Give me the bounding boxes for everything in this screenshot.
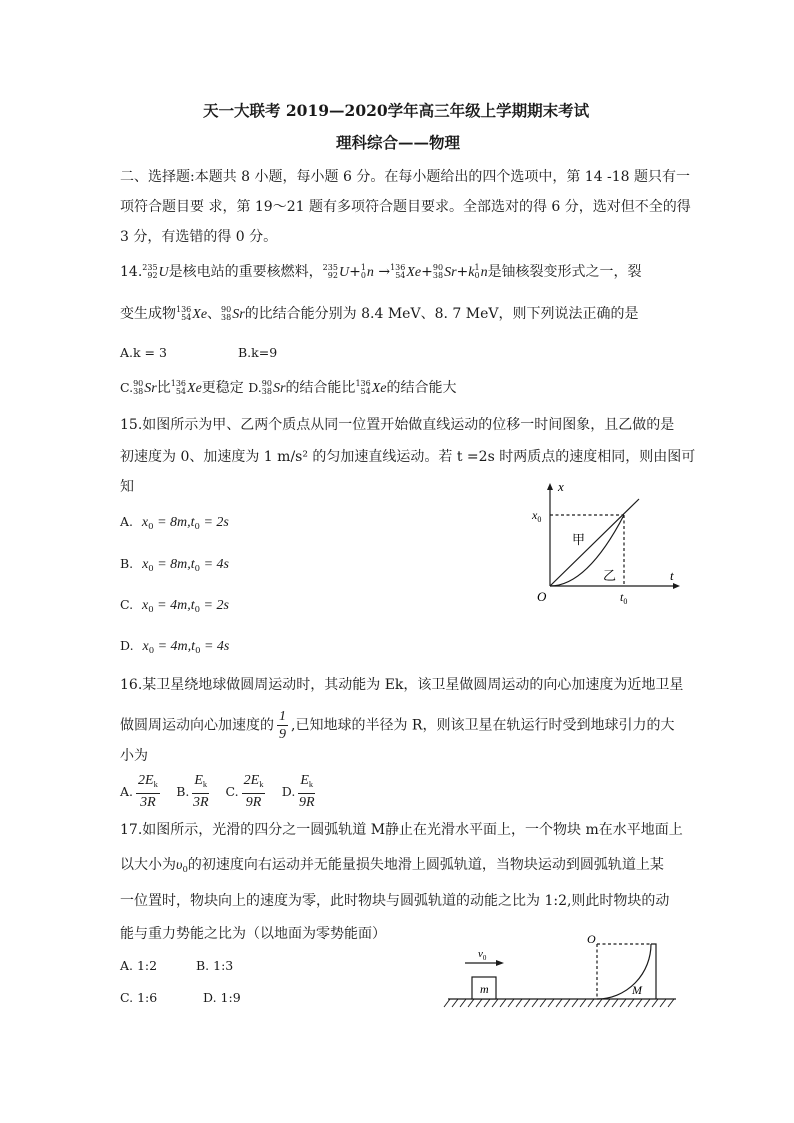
- nuclide-neutron-k: 1 0: [474, 263, 480, 280]
- q14-options-cd: [120, 378, 456, 399]
- track-label: M: [632, 983, 642, 997]
- q14-line2: 变生成物 136 54 Xe、 90 38 Sr的比结合能分别为 8.4 MeV、8. 7 MeV，则下列说法正确的是: [120, 305, 639, 322]
- q14-option-a: A.k = 3: [120, 345, 167, 360]
- q16-option-d: D. $\frac{E_k}{9R}$: [281, 773, 315, 810]
- q14-option-d: D. 90 38 Sr的结合能比 136 54 Xe的结合能大: [248, 379, 457, 396]
- center-label: O: [587, 932, 596, 946]
- nuclide-sr90: 90 38: [432, 263, 444, 280]
- q17-line4: 能与重力势能之比为（以地面为零势能面）: [120, 926, 386, 942]
- nuclide-u235-eq: 235 92: [322, 263, 338, 280]
- exam-subtitle: 理科综合——物理: [336, 133, 461, 152]
- nuclide-neutron: 1 0: [360, 263, 366, 280]
- q15-option-b: B. $x_0 = 8m,t_0 = 4s$: [120, 556, 229, 574]
- q17-option-c: C. 1:6: [120, 990, 158, 1005]
- nuclide-u235: 235 92: [142, 263, 158, 280]
- q14-option-b: B.k=9: [238, 345, 278, 360]
- q16-option-c: C. $\frac{2E_k}{9R}$: [225, 773, 264, 810]
- velocity-arrow-head-icon: [496, 960, 504, 966]
- section-instructions-line3: 3 分，有选错的得 0 分。: [120, 229, 278, 245]
- q15-xt-graph: [515, 478, 685, 610]
- origin-label: O: [537, 589, 547, 604]
- q17-line2: 以大小为$\upsilon_0$的初速度向右运动并无能量损失地滑上圆弧轨道，当物块运动到圆弧轨道上某: [120, 857, 664, 875]
- q15-line2: 初速度为 0、加速度为 1 m/s² 的匀加速直线运动。若 t =2s 时两质点的速度相同，则由图可: [120, 449, 696, 465]
- arc-track-body: [651, 944, 656, 999]
- q14-option-c: C. 90 38 Sr比 136 54 Xe更稳定: [120, 379, 244, 396]
- q17-line1: 17.如图所示，光滑的四分之一圆弧轨道 M静止在光滑水平面上，一个物块 m在水平地面上: [120, 822, 683, 838]
- q16-fraction: $\frac{1}{9}$: [279, 709, 286, 742]
- q14-number: 14.: [120, 264, 143, 280]
- q15-option-a: A. $x_0 = 8m,t_0 = 2s$: [120, 514, 229, 532]
- q17-arc-track-diagram: [440, 928, 680, 1010]
- label-jia: 甲: [572, 532, 586, 547]
- velocity-label: $v_0$: [478, 948, 487, 962]
- q16-line1: 16.某卫星绕地球做圆周运动时，其动能为 Ek，该卫星做圆周运动的向心加速度为近地卫星: [120, 677, 684, 693]
- q15-option-c: C. $x_0 = 4m,t_0 = 2s$: [120, 597, 229, 615]
- q16-line3: 小为: [120, 748, 148, 764]
- q17-option-d: D. 1:9: [203, 990, 241, 1005]
- t0-label: $t_0$: [620, 590, 628, 606]
- t-axis-arrow-icon: [673, 583, 680, 589]
- x0-label: $x_0$: [532, 508, 542, 524]
- q17-option-a: A. 1:2: [120, 958, 158, 973]
- x-axis-arrow-icon: [547, 483, 553, 490]
- exam-title: 天一大联考 2019—2020学年高三年级上学期期末考试: [203, 101, 590, 120]
- ground-hatching: [444, 999, 674, 1007]
- block-label: m: [480, 982, 489, 996]
- section-instructions-line2: 项符合题目要 求，第 19～21 题有多项符合题目要求。全部选对的得 6 分，选对但不全的得: [120, 199, 691, 215]
- arc-track-surface: [597, 944, 651, 999]
- section-instructions-line1: 二、选择题:本题共 8 小题，每小题 6 分。在每小题给出的四个选项中，第 14 -18 题只有一: [120, 169, 691, 185]
- q15-line3: 知: [120, 479, 134, 495]
- q16-line2: 做圆周运动向心加速度的 $\frac{1}{9}$ ,已知地球的半径为 R，则该卫星在轨运行时受到地球引力的大: [120, 709, 675, 742]
- q17-line3: 一位置时，物块向上的速度为零，此时物块与圆弧轨道的动能之比为 1:2,则此时物块的动: [120, 893, 670, 909]
- reaction-arrow: →: [378, 264, 391, 280]
- q16-options: [120, 772, 318, 811]
- t-axis-label: t: [670, 568, 674, 583]
- nuclide-xe136: 136 54: [390, 263, 406, 280]
- line-jia: [550, 499, 639, 586]
- label-yi: 乙: [603, 568, 617, 583]
- q14-line1: 14. 235 92 U是核电站的重要核燃料， 235 92 U+ 1 0 n → 136 54 Xe+ 90 38 Sr+k 1 0 n是铀核裂变形式之一，裂: [120, 263, 642, 280]
- q16-option-b: B. $\frac{E_k}{3R}$: [176, 773, 209, 810]
- x-axis-label: x: [558, 479, 564, 494]
- q16-option-a: A. $\frac{2E_k}{3R}$: [120, 773, 158, 810]
- q17-option-b: B. 1:3: [196, 958, 234, 973]
- q15-option-d: D. $x_0 = 4m,t_0 = 4s$: [120, 638, 230, 656]
- q15-line1: 15.如图所示为甲、乙两个质点从同一位置开始做直线运动的位移一时间图象，且乙做的是: [120, 417, 675, 433]
